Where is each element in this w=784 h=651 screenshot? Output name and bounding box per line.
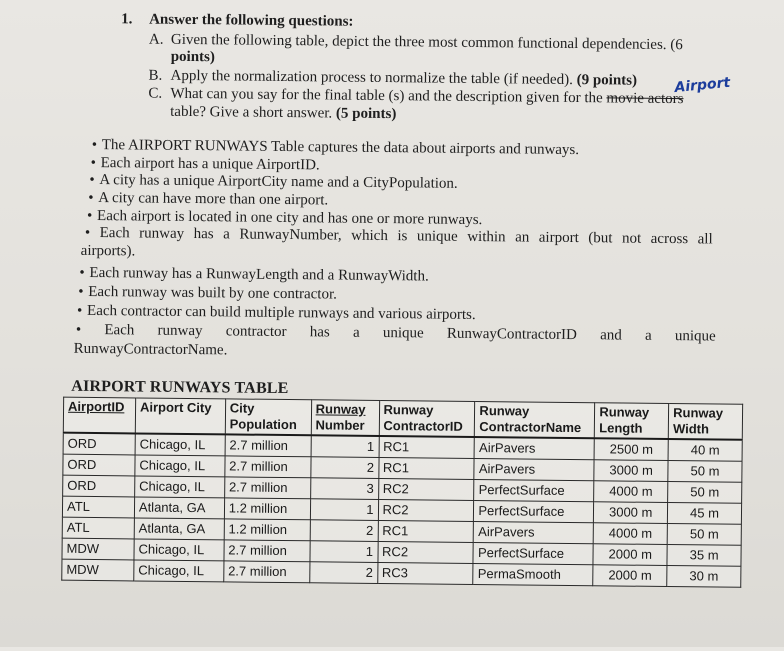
header-runway-length (595, 403, 669, 439)
bullet-text: The AIRPORT RUNWAYS Table captures the data about airports and runways. (101, 137, 580, 159)
header-line1: Runway (479, 403, 530, 419)
cell-airport-id: ATL (62, 517, 134, 539)
word: which (351, 227, 388, 245)
word: runway (157, 322, 203, 340)
bullet-item: • Each airport is located in one city and has one or more runways. (86, 207, 483, 229)
header-line2: ContractorID (383, 418, 463, 434)
cell-runway-width: 45 m (668, 503, 742, 525)
header-runway-contractor-name (475, 402, 595, 439)
word: across (650, 230, 689, 248)
cell-airport-city: Chicago, IL (135, 476, 225, 498)
cell-contractor-id: RC1 (378, 457, 474, 479)
cell-city-population: 2.7 million (225, 434, 311, 456)
cell-city-population: 1.2 million (224, 519, 310, 541)
header-line1: Airport City (139, 399, 212, 416)
item-points: (9 points) (576, 72, 638, 89)
word: is (397, 228, 408, 245)
cell-airport-city: Chicago, IL (135, 433, 225, 455)
header-runway-contractor-id (379, 400, 475, 437)
header-airport-id (63, 397, 135, 433)
bullet-text: Each airport is located in one city and has one or more runways. (96, 208, 483, 229)
header-line1: AirportID (68, 398, 125, 415)
cell-contractor-id: RC1 (379, 436, 475, 459)
bullet-item-justified (85, 225, 713, 249)
cell-airport-city: Atlanta, GA (134, 518, 224, 540)
item-continuation: table? Give a short answer. (170, 103, 333, 122)
cell-airport-id: MDW (62, 559, 134, 581)
word: runway (139, 225, 185, 242)
word: unique (382, 325, 424, 342)
cell-runway-width: 35 m (667, 545, 741, 567)
header-runway-width (668, 404, 742, 440)
header-line1: Runway (599, 404, 650, 420)
header-airport-city (135, 398, 225, 434)
word: contractor (225, 323, 287, 341)
bullet-text: A city has a unique AirportCity name and a CityPopulation. (99, 172, 458, 192)
word: unique (674, 328, 716, 345)
cell-airport-id: ORD (63, 454, 135, 476)
question-item-c-continuation (170, 104, 396, 123)
cell-contractor-id: RC1 (378, 520, 474, 542)
word: Each (99, 225, 130, 242)
cell-contractor-name: PerfectSurface (474, 479, 594, 501)
cell-runway-width: 50 m (668, 461, 742, 483)
cell-airport-id: ATL (62, 496, 134, 518)
cell-city-population: 1.2 million (224, 498, 310, 520)
cell-runway-width: 50 m (668, 482, 742, 504)
header-line1: City (229, 400, 255, 416)
question-item-a-continuation: points) (170, 48, 216, 66)
header-line1: Runway (315, 401, 366, 417)
cell-contractor-name: PerfectSurface (474, 500, 594, 522)
handwritten-note: Airport (673, 74, 731, 96)
word: and (600, 327, 622, 344)
word: not (621, 230, 642, 247)
word: a (223, 226, 230, 243)
bullet-item: • A city can have more than one airport. (88, 189, 329, 209)
word: has (309, 324, 330, 341)
cell-city-population: 2.7 million (224, 540, 310, 562)
item-label: B. (148, 67, 163, 84)
cell-runway-length: 2500 m (594, 438, 668, 460)
cell-runway-number: 2 (310, 457, 378, 479)
cell-contractor-id: RC2 (378, 478, 474, 500)
cell-contractor-name: PerfectSurface (473, 542, 593, 564)
cell-runway-length: 2000 m (593, 544, 667, 566)
bullet-item: • A city has a unique AirportCity name and a CityPopulation. (89, 171, 458, 192)
bullet-dot: • (75, 321, 82, 338)
cell-runway-width: 50 m (667, 524, 741, 546)
header-runway-number (311, 400, 379, 436)
bullet-item: • Each runway was built by one contractor. (78, 283, 338, 303)
bullet-text: Each runway was built by one contractor. (88, 283, 338, 303)
word: (but (588, 230, 613, 247)
item-label: A. (148, 31, 164, 48)
cell-runway-width: 30 m (667, 566, 741, 588)
cell-runway-length: 4000 m (594, 481, 668, 503)
item-text: Apply the normalization process to normalize the table (if needed). (170, 67, 573, 89)
bullet-item: • Each contractor can build multiple runways and various airports. (76, 302, 476, 324)
cell-contractor-name: AirPavers (474, 521, 594, 543)
table-body (62, 433, 743, 588)
bullet-item: • Each airport has a unique AirportID. (90, 154, 320, 174)
struck-text: movie actors (606, 90, 684, 108)
table-title: AIRPORT RUNWAYS TABLE (71, 377, 289, 398)
cell-city-population: 2.7 million (224, 477, 310, 499)
item-text: What can you say for the final table (s) and the description given for the (170, 85, 603, 107)
word: all (697, 231, 713, 248)
cell-runway-length: 2000 m (593, 565, 667, 587)
header-line1: Runway (673, 405, 724, 421)
airport-runways-table (61, 397, 743, 588)
bullet-item: • The AIRPORT RUNWAYS Table captures the data about airports and runways. (91, 136, 580, 159)
cell-city-population: 2.7 million (225, 456, 311, 478)
cell-airport-city: Atlanta, GA (134, 497, 224, 519)
word: a (352, 324, 360, 341)
cell-airport-id: MDW (62, 538, 134, 560)
header-line2: Width (672, 421, 710, 437)
word: an (515, 229, 530, 246)
cell-contractor-name: PermaSmooth (473, 563, 593, 585)
header-line2: Number (315, 417, 365, 433)
header-line2: ContractorName (479, 419, 582, 436)
word: airport (538, 229, 579, 247)
bullet-text: Each airport has a unique AirportID. (100, 155, 320, 174)
bullet-dot: • (84, 224, 91, 241)
question-number: 1. (121, 11, 133, 28)
cell-airport-city: Chicago, IL (134, 539, 224, 561)
cell-runway-number: 3 (310, 478, 378, 500)
cell-runway-length: 4000 m (593, 523, 667, 545)
cell-runway-length: 3000 m (594, 502, 668, 524)
cell-airport-id: ORD (63, 475, 135, 497)
word: RunwayNumber, (239, 226, 342, 244)
item-text: Given the following table, depict the three most common functional dependencies. (6 (170, 31, 683, 54)
bullet-text: Each contractor can build multiple runways and various airports. (86, 302, 476, 324)
cell-runway-width: 40 m (668, 439, 742, 461)
cell-runway-number: 2 (310, 520, 378, 542)
cell-runway-number: 1 (311, 435, 379, 457)
bullet-continuation: RunwayContractorName. (73, 340, 228, 359)
header-city-population (225, 399, 311, 435)
word: Each (104, 322, 135, 339)
cell-airport-id: ORD (63, 433, 135, 455)
header-line2: Length (599, 420, 643, 436)
header-line2: Population (229, 416, 297, 433)
item-label: C. (148, 85, 163, 102)
cell-contractor-id: RC3 (377, 562, 473, 584)
cell-contractor-id: RC2 (378, 499, 474, 521)
cell-runway-number: 1 (310, 499, 378, 521)
bullet-continuation: airports). (80, 242, 136, 260)
cell-runway-number: 2 (309, 562, 377, 584)
question-heading: Answer the following questions: (149, 11, 354, 30)
word: has (193, 226, 214, 243)
bullet-text: Each runway has a RunwayLength and a RunwayWidth. (89, 264, 429, 285)
bullet-item: • Each runway has a RunwayLength and a RunwayWidth. (79, 264, 429, 285)
word: RunwayContractorID (446, 325, 577, 344)
cell-airport-city: Chicago, IL (134, 560, 224, 582)
cell-airport-city: Chicago, IL (135, 455, 225, 477)
cell-city-population: 2.7 million (223, 561, 309, 583)
cell-runway-number: 1 (310, 541, 378, 563)
cell-contractor-name: AirPavers (474, 437, 594, 460)
cell-runway-length: 3000 m (594, 460, 668, 482)
word: unique (416, 228, 458, 245)
item-points: (5 points) (335, 105, 397, 123)
header-line1: Runway (383, 402, 434, 418)
cell-contractor-name: AirPavers (474, 458, 594, 480)
cell-contractor-id: RC2 (377, 541, 473, 563)
word: within (467, 228, 506, 246)
bullet-text: A city can have more than one airport. (98, 190, 329, 209)
question-item-a (149, 32, 683, 55)
word: a (644, 327, 652, 344)
